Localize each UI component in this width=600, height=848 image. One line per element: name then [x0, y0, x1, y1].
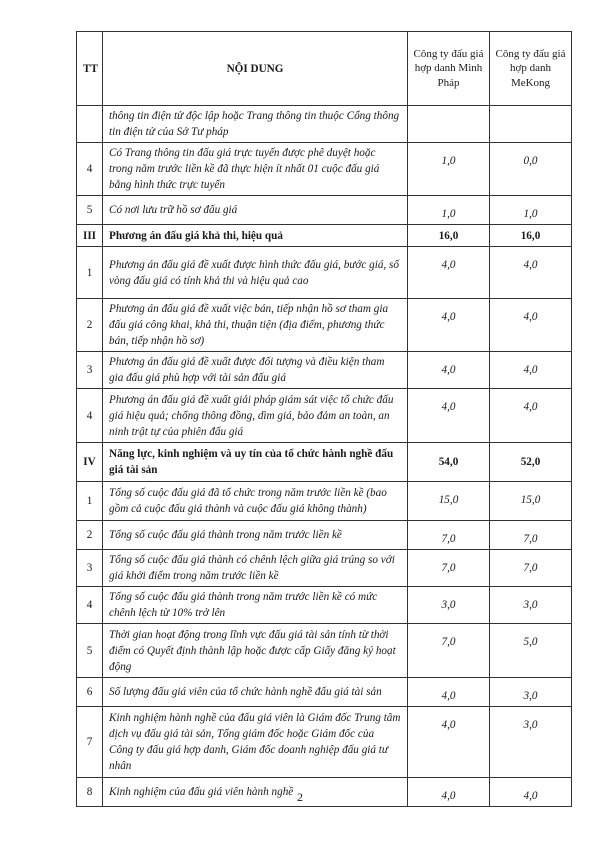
row-score-mekong: 4,0	[490, 352, 572, 389]
row-score-mekong: 15,0	[490, 482, 572, 521]
row-tt: 7	[77, 707, 103, 778]
row-content: Tổng số cuộc đấu giá đã tổ chức trong năm trước liền kề (bao gồm cả cuộc đấu giá thành và cuộc đấu giá không thành)	[103, 482, 408, 521]
row-score-minh-phap: 4,0	[408, 678, 490, 707]
row-tt: III	[77, 225, 103, 247]
row-score-mekong: 1,0	[490, 196, 572, 225]
row-score-minh-phap: 4,0	[408, 352, 490, 389]
row-score-mekong: 4,0	[490, 778, 572, 807]
table-row	[77, 521, 572, 550]
table-row	[77, 482, 572, 521]
table-row	[77, 624, 572, 678]
row-content: Thời gian hoạt động trong lĩnh vực đấu giá tài sản tính từ thời điểm có Quyết định thành lập hoặc được cấp Giấy đăng ký hoạt động	[103, 624, 408, 678]
row-tt: 4	[77, 143, 103, 196]
header-company-mekong: Công ty đấu giá hợp danh MeKong	[490, 32, 572, 106]
row-content: Năng lực, kinh nghiệm và uy tín của tổ chức hành nghề đấu giá tài sản	[103, 443, 408, 482]
row-tt: 2	[77, 299, 103, 352]
row-content: Tổng số cuộc đấu giá thành trong năm trước liền kề có mức chênh lệch từ 10% trở lên	[103, 587, 408, 624]
row-score-mekong: 0,0	[490, 143, 572, 196]
row-score-minh-phap: 7,0	[408, 550, 490, 587]
row-score-mekong: 4,0	[490, 247, 572, 299]
row-tt: 1	[77, 247, 103, 299]
table-row	[77, 196, 572, 225]
row-content: Có Trang thông tin đấu giá trực tuyến được phê duyệt hoặc trong năm trước liền kề đã thực hiện ít nhất 01 cuộc đấu giá bằng hình thức trực tuyến	[103, 143, 408, 196]
table-row	[77, 299, 572, 352]
row-tt: 3	[77, 352, 103, 389]
row-tt: 3	[77, 550, 103, 587]
row-content: Tổng số cuộc đấu giá thành trong năm trước liền kề	[103, 521, 408, 550]
row-content: Kinh nghiệm hành nghề của đấu giá viên là Giám đốc Trung tâm dịch vụ đấu giá tài sản, Tổng giám đốc hoặc Giám đốc của Công ty đấu giá hợp danh, Giám đốc doanh nghiệp đấu giá tư nhân	[103, 707, 408, 778]
row-score-mekong: 5,0	[490, 624, 572, 678]
row-content: Kinh nghiệm của đấu giá viên hành nghề	[103, 778, 408, 807]
header-content: NỘI DUNG	[103, 32, 408, 106]
table-row	[77, 143, 572, 196]
row-content: Phương án đấu giá đề xuất được hình thức đấu giá, bước giá, số vòng đấu giá có tính khả thi và hiệu quả cao	[103, 247, 408, 299]
row-content: Phương án đấu giá đề xuất được đối tượng và điều kiện tham gia đấu giá phù hợp với tài sản đấu giá	[103, 352, 408, 389]
row-score-minh-phap: 7,0	[408, 521, 490, 550]
row-score-mekong: 3,0	[490, 678, 572, 707]
row-tt: 5	[77, 624, 103, 678]
row-score-mekong: 7,0	[490, 521, 572, 550]
row-score-minh-phap: 4,0	[408, 247, 490, 299]
table-row	[77, 352, 572, 389]
table-row	[77, 389, 572, 443]
row-tt: 4	[77, 587, 103, 624]
table-row	[77, 587, 572, 624]
row-tt: 6	[77, 678, 103, 707]
row-score-minh-phap: 1,0	[408, 143, 490, 196]
row-content: Tổng số cuộc đấu giá thành có chênh lệch giữa giá trúng so với giá khởi điểm trong năm trước liền kề	[103, 550, 408, 587]
row-tt: 2	[77, 521, 103, 550]
row-score-minh-phap: 4,0	[408, 707, 490, 778]
row-score-mekong: 3,0	[490, 707, 572, 778]
row-score-mekong: 4,0	[490, 299, 572, 352]
table-header-row	[77, 32, 572, 106]
section-row	[77, 225, 572, 247]
table-row	[77, 707, 572, 778]
table-row	[77, 550, 572, 587]
table-row	[77, 247, 572, 299]
row-score-minh-phap: 4,0	[408, 299, 490, 352]
row-score-minh-phap: 4,0	[408, 778, 490, 807]
table-row	[77, 678, 572, 707]
row-content: Có nơi lưu trữ hồ sơ đấu giá	[103, 196, 408, 225]
header-tt: TT	[77, 32, 103, 106]
row-score-mekong: 7,0	[490, 550, 572, 587]
scoring-table	[76, 31, 572, 807]
row-score-mekong: 52,0	[490, 443, 572, 482]
row-score-mekong: 3,0	[490, 587, 572, 624]
row-content: Số lượng đấu giá viên của tổ chức hành nghề đấu giá tài sản	[103, 678, 408, 707]
row-tt: 8	[77, 778, 103, 807]
section-row	[77, 443, 572, 482]
row-tt	[77, 106, 103, 143]
row-tt: IV	[77, 443, 103, 482]
table-row	[77, 106, 572, 143]
row-score-minh-phap: 3,0	[408, 587, 490, 624]
row-score-mekong	[490, 106, 572, 143]
header-company-minh-phap: Công ty đấu giá hợp danh Minh Pháp	[408, 32, 490, 106]
row-content: thông tin điện tử độc lập hoặc Trang thông tin thuộc Cổng thông tin điện tử của Sở Tư pháp	[103, 106, 408, 143]
row-content: Phương án đấu giá đề xuất việc bán, tiếp nhận hồ sơ tham gia đấu giá công khai, khả thi, thuận tiện (địa điểm, phương thức bán, tiếp nhận hồ sơ)	[103, 299, 408, 352]
row-score-minh-phap: 4,0	[408, 389, 490, 443]
row-score-minh-phap: 54,0	[408, 443, 490, 482]
row-score-mekong: 16,0	[490, 225, 572, 247]
row-score-minh-phap: 7,0	[408, 624, 490, 678]
row-content: Phương án đấu giá đề xuất giải pháp giám sát việc tổ chức đấu giá hiệu quả; chống thông đồng, dìm giá, bảo đảm an toàn, an ninh trật tự của phiên đấu giá	[103, 389, 408, 443]
row-score-minh-phap: 16,0	[408, 225, 490, 247]
table-body	[77, 106, 572, 807]
row-tt: 5	[77, 196, 103, 225]
row-content: Phương án đấu giá khả thi, hiệu quả	[103, 225, 408, 247]
row-score-minh-phap: 15,0	[408, 482, 490, 521]
page-number: 2	[297, 790, 303, 804]
row-score-minh-phap: 1,0	[408, 196, 490, 225]
row-tt: 1	[77, 482, 103, 521]
row-tt: 4	[77, 389, 103, 443]
row-score-minh-phap	[408, 106, 490, 143]
row-score-mekong: 4,0	[490, 389, 572, 443]
